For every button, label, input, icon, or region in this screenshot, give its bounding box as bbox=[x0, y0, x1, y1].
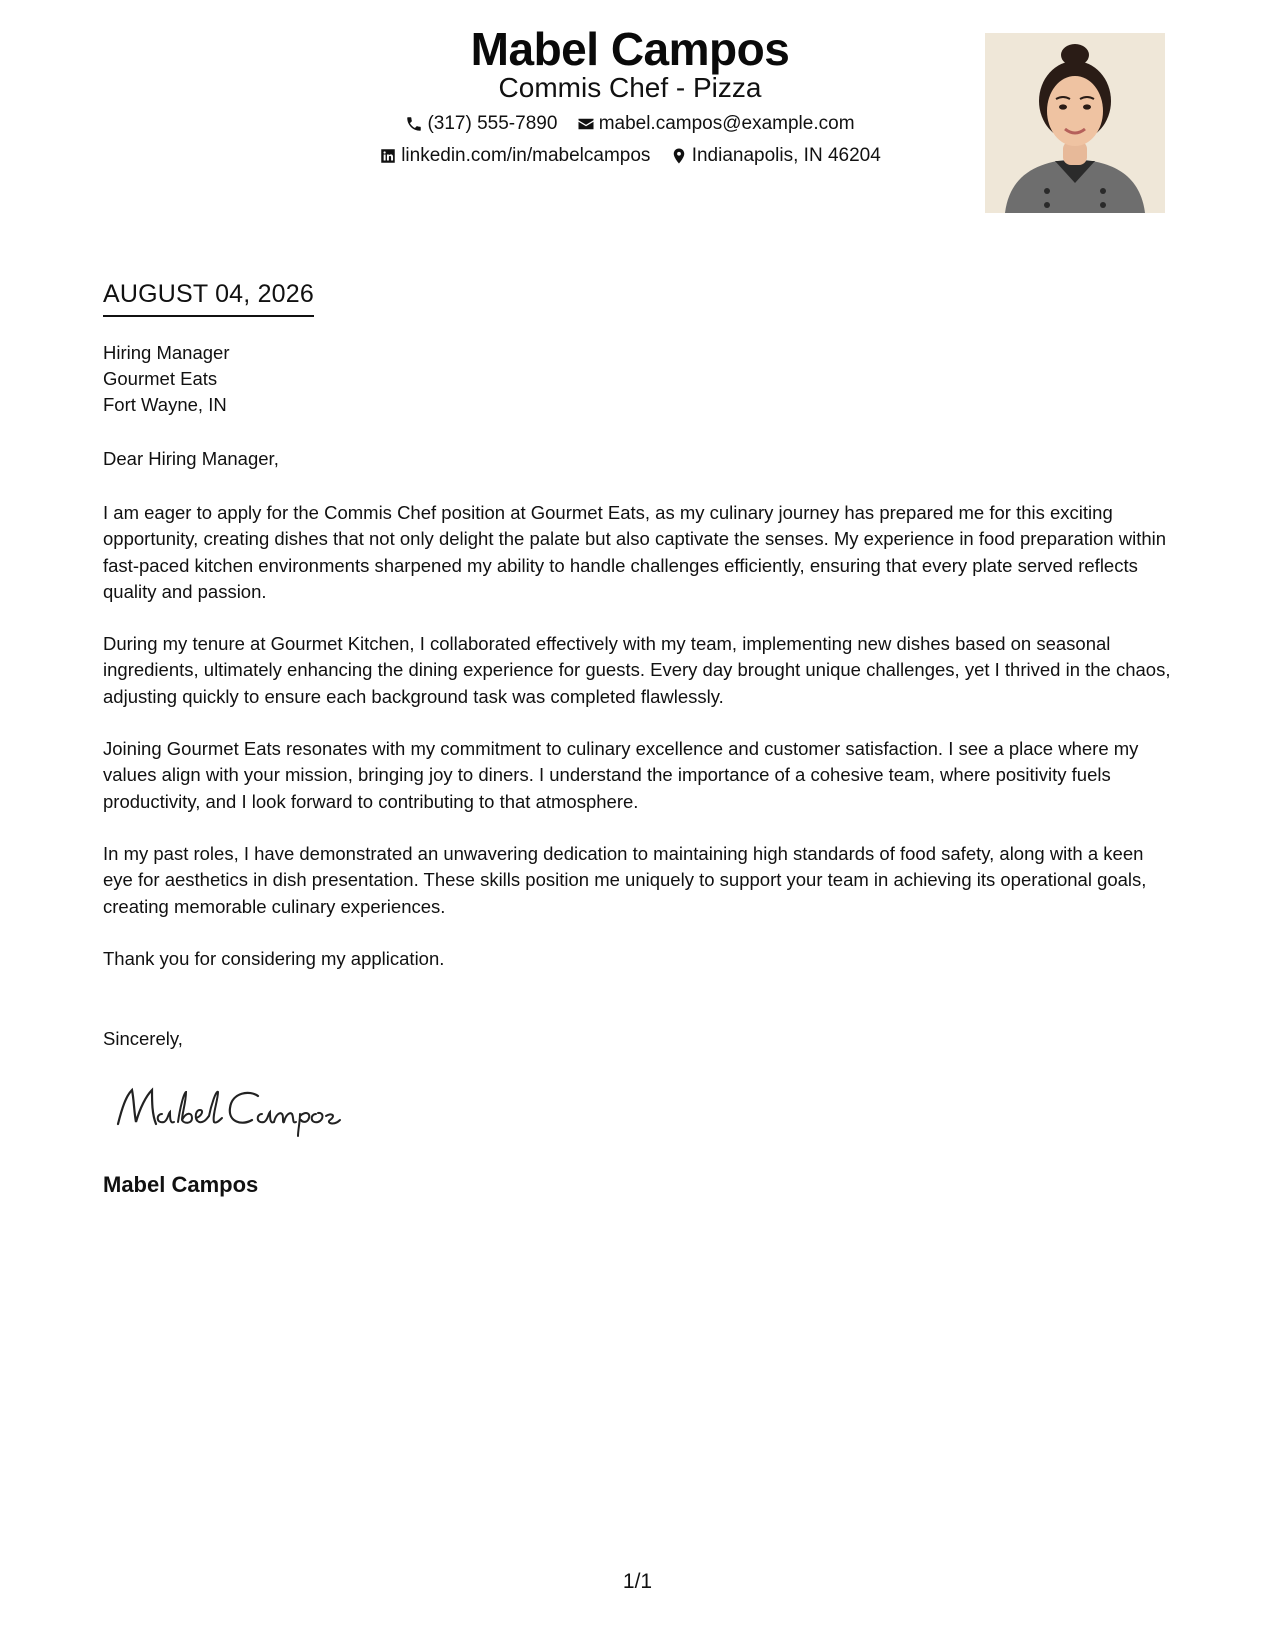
envelope-icon bbox=[577, 115, 595, 133]
body-paragraph: Thank you for considering my application. bbox=[103, 947, 445, 969]
letter-date: AUGUST 04, 2026 bbox=[103, 280, 314, 317]
email-text: mabel.campos@example.com bbox=[598, 113, 855, 134]
profile-photo bbox=[985, 33, 1165, 213]
letter-body bbox=[103, 500, 1173, 998]
contact-phone bbox=[405, 113, 557, 135]
recipient-company: Gourmet Eats bbox=[103, 368, 218, 389]
body-paragraph: During my tenure at Gourmet Kitchen, I collaborated effectively with my team, implementing new dishes based on seasonal ingredients, ultimately enhancing the dining experience for guests. Every day brought unique challenges, yet I thrived in the chaos, adjusting quickly to ensure each background task was completed flawlessly. bbox=[103, 633, 1171, 707]
applicant-name: Mabel Campos bbox=[470, 23, 790, 75]
contact-location bbox=[670, 145, 881, 167]
phone-text: (317) 555-7890 bbox=[427, 113, 558, 134]
linkedin-text: linkedin.com/in/mabelcampos bbox=[401, 145, 651, 166]
body-paragraph: In my past roles, I have demonstrated an unwavering dedication to maintaining high standards of food safety, along with a keen eye for aesthetics in dish presentation. These skills position me uniquely to support your team in achieving its operational goals, creating memorable culinary experiences. bbox=[103, 842, 1147, 917]
salutation: Dear Hiring Manager, bbox=[103, 448, 279, 469]
body-paragraph: I am eager to apply for the Commis Chef position at Gourmet Eats, as my culinary journey has prepared me for this exciting opportunity, creating dishes that not only delight the palate but also captivate the senses. My experience in food preparation within fast-paced kitchen environments sharpened my ability to handle challenges efficiently, ensuring that every plate served reflects quality and passion. bbox=[103, 502, 1167, 602]
map-pin-icon bbox=[670, 147, 688, 165]
body-paragraph: Joining Gourmet Eats resonates with my commitment to culinary excellence and customer satisfaction. I see a place where my values align with your mission, bringing joy to diners. I understand the importance of a cohesive team, where positivity fuels productivity, and I look forward to contributing to that atmosphere. bbox=[103, 738, 1139, 812]
letter-header bbox=[0, 0, 1275, 220]
phone-icon bbox=[405, 115, 423, 133]
recipient-location: Fort Wayne, IN bbox=[103, 394, 227, 415]
contact-linkedin bbox=[379, 145, 650, 167]
recipient-block bbox=[103, 340, 229, 418]
page-number: 1/1 bbox=[622, 1570, 653, 1593]
location-text: Indianapolis, IN 46204 bbox=[691, 145, 881, 166]
job-title: Commis Chef - Pizza bbox=[498, 72, 762, 103]
contact-email bbox=[577, 113, 855, 135]
linkedin-icon bbox=[379, 147, 397, 165]
handwritten-signature bbox=[112, 1078, 352, 1138]
closing: Sincerely, bbox=[103, 1028, 183, 1049]
recipient-name: Hiring Manager bbox=[103, 342, 230, 363]
signed-name: Mabel Campos bbox=[103, 1172, 259, 1197]
